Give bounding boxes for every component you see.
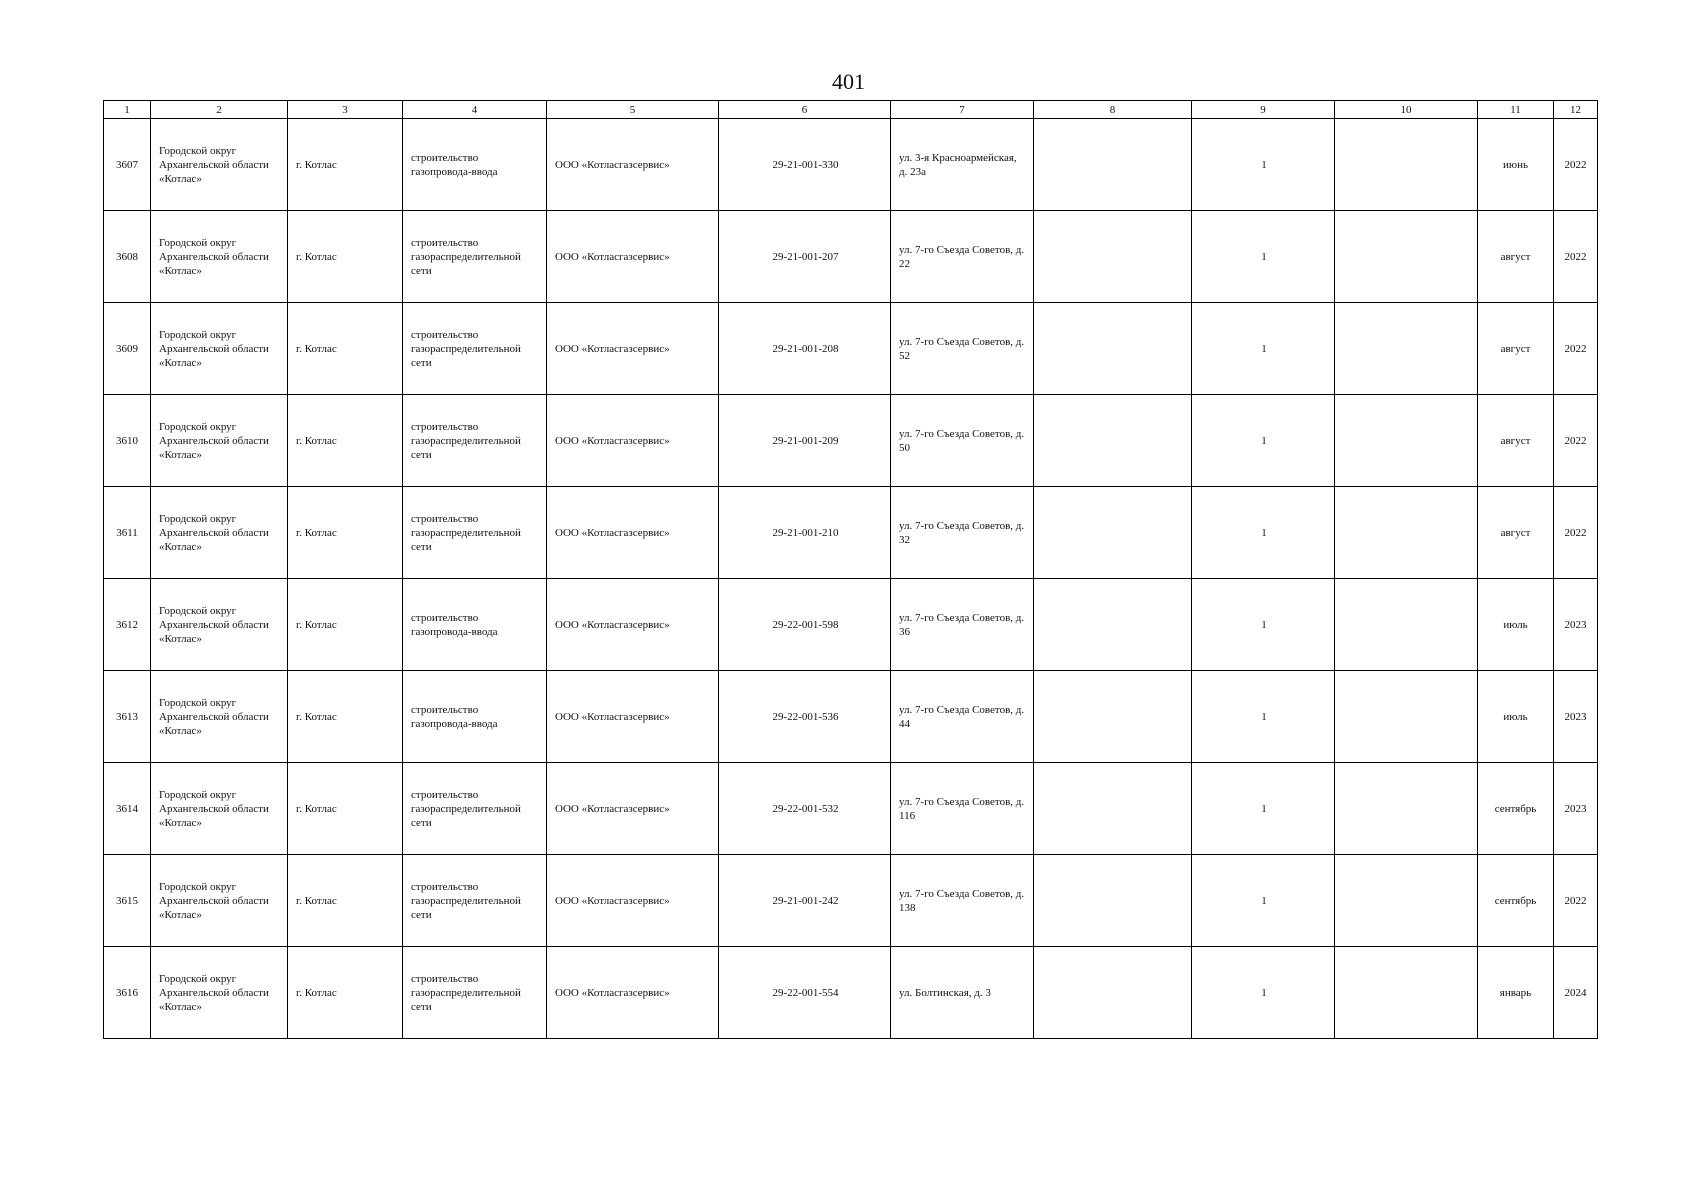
column-header: 5 (547, 101, 719, 119)
column-8-cell (1034, 119, 1192, 211)
year-cell: 2022 (1554, 211, 1598, 303)
column-10-cell (1335, 303, 1478, 395)
work-type-cell: строительство газораспределительной сети (403, 211, 547, 303)
district-cell: Городской округ Архангельской области «Котлас» (151, 303, 288, 395)
work-type-cell: строительство газораспределительной сети (403, 855, 547, 947)
table-row (104, 671, 1598, 763)
column-10-cell (1335, 119, 1478, 211)
organization-cell: ООО «Котласгазсервис» (547, 763, 719, 855)
address-cell: ул. Болтинская, д. 3 (891, 947, 1034, 1039)
work-type-cell: строительство газопровода-ввода (403, 119, 547, 211)
code-cell: 29-22-001-598 (719, 579, 891, 671)
district-cell: Городской округ Архангельской области «Котлас» (151, 211, 288, 303)
column-8-cell (1034, 487, 1192, 579)
count-cell: 1 (1192, 671, 1335, 763)
column-8-cell (1034, 947, 1192, 1039)
month-cell: сентябрь (1478, 855, 1554, 947)
district-cell: Городской округ Архангельской области «Котлас» (151, 579, 288, 671)
table-row (104, 395, 1598, 487)
address-cell: ул. 7-го Съезда Советов, д. 138 (891, 855, 1034, 947)
column-header: 11 (1478, 101, 1554, 119)
row-number-cell: 3611 (104, 487, 151, 579)
column-8-cell (1034, 763, 1192, 855)
code-cell: 29-21-001-209 (719, 395, 891, 487)
district-cell: Городской округ Архангельской области «Котлас» (151, 395, 288, 487)
month-cell: август (1478, 487, 1554, 579)
table-row (104, 763, 1598, 855)
count-cell: 1 (1192, 579, 1335, 671)
code-cell: 29-21-001-210 (719, 487, 891, 579)
month-cell: август (1478, 211, 1554, 303)
organization-cell: ООО «Котласгазсервис» (547, 855, 719, 947)
district-cell: Городской округ Архангельской области «Котлас» (151, 855, 288, 947)
locality-cell: г. Котлас (288, 671, 403, 763)
organization-cell: ООО «Котласгазсервис» (547, 119, 719, 211)
year-cell: 2022 (1554, 487, 1598, 579)
table-row (104, 855, 1598, 947)
work-type-cell: строительство газораспределительной сети (403, 303, 547, 395)
month-cell: июнь (1478, 119, 1554, 211)
locality-cell: г. Котлас (288, 763, 403, 855)
count-cell: 1 (1192, 855, 1335, 947)
table-row (104, 119, 1598, 211)
column-10-cell (1335, 947, 1478, 1039)
code-cell: 29-22-001-532 (719, 763, 891, 855)
locality-cell: г. Котлас (288, 855, 403, 947)
column-header: 6 (719, 101, 891, 119)
work-type-cell: строительство газораспределительной сети (403, 395, 547, 487)
year-cell: 2023 (1554, 763, 1598, 855)
locality-cell: г. Котлас (288, 579, 403, 671)
organization-cell: ООО «Котласгазсервис» (547, 579, 719, 671)
month-cell: июль (1478, 671, 1554, 763)
district-cell: Городской округ Архангельской области «Котлас» (151, 947, 288, 1039)
column-10-cell (1335, 579, 1478, 671)
year-cell: 2022 (1554, 395, 1598, 487)
row-number-cell: 3612 (104, 579, 151, 671)
locality-cell: г. Котлас (288, 487, 403, 579)
table-row (104, 579, 1598, 671)
column-header: 10 (1335, 101, 1478, 119)
organization-cell: ООО «Котласгазсервис» (547, 487, 719, 579)
code-cell: 29-21-001-207 (719, 211, 891, 303)
organization-cell: ООО «Котласгазсервис» (547, 671, 719, 763)
code-cell: 29-21-001-330 (719, 119, 891, 211)
year-cell: 2024 (1554, 947, 1598, 1039)
column-10-cell (1335, 855, 1478, 947)
column-10-cell (1335, 211, 1478, 303)
column-header: 12 (1554, 101, 1598, 119)
row-number-cell: 3608 (104, 211, 151, 303)
count-cell: 1 (1192, 487, 1335, 579)
locality-cell: г. Котлас (288, 211, 403, 303)
locality-cell: г. Котлас (288, 303, 403, 395)
year-cell: 2022 (1554, 119, 1598, 211)
locality-cell: г. Котлас (288, 947, 403, 1039)
row-number-cell: 3615 (104, 855, 151, 947)
column-header: 2 (151, 101, 288, 119)
row-number-cell: 3613 (104, 671, 151, 763)
column-header: 8 (1034, 101, 1192, 119)
district-cell: Городской округ Архангельской области «Котлас» (151, 119, 288, 211)
column-8-cell (1034, 579, 1192, 671)
address-cell: ул. 7-го Съезда Советов, д. 44 (891, 671, 1034, 763)
table-row (104, 303, 1598, 395)
locality-cell: г. Котлас (288, 119, 403, 211)
organization-cell: ООО «Котласгазсервис» (547, 395, 719, 487)
year-cell: 2023 (1554, 579, 1598, 671)
row-number-cell: 3607 (104, 119, 151, 211)
year-cell: 2022 (1554, 303, 1598, 395)
code-cell: 29-22-001-554 (719, 947, 891, 1039)
work-type-cell: строительство газопровода-ввода (403, 671, 547, 763)
column-number-header (104, 101, 1598, 119)
table-row (104, 211, 1598, 303)
address-cell: ул. 7-го Съезда Советов, д. 22 (891, 211, 1034, 303)
month-cell: август (1478, 395, 1554, 487)
month-cell: январь (1478, 947, 1554, 1039)
count-cell: 1 (1192, 763, 1335, 855)
column-8-cell (1034, 211, 1192, 303)
district-cell: Городской округ Архангельской области «Котлас» (151, 763, 288, 855)
column-8-cell (1034, 671, 1192, 763)
address-cell: ул. 3-я Красноармейская, д. 23а (891, 119, 1034, 211)
column-8-cell (1034, 855, 1192, 947)
column-8-cell (1034, 395, 1192, 487)
table-row (104, 487, 1598, 579)
table-body (104, 119, 1598, 1039)
code-cell: 29-21-001-242 (719, 855, 891, 947)
row-number-cell: 3609 (104, 303, 151, 395)
organization-cell: ООО «Котласгазсервис» (547, 947, 719, 1039)
count-cell: 1 (1192, 211, 1335, 303)
column-10-cell (1335, 763, 1478, 855)
table-row (104, 947, 1598, 1039)
code-cell: 29-22-001-536 (719, 671, 891, 763)
code-cell: 29-21-001-208 (719, 303, 891, 395)
month-cell: сентябрь (1478, 763, 1554, 855)
work-type-cell: строительство газораспределительной сети (403, 763, 547, 855)
month-cell: август (1478, 303, 1554, 395)
count-cell: 1 (1192, 947, 1335, 1039)
address-cell: ул. 7-го Съезда Советов, д. 52 (891, 303, 1034, 395)
locality-cell: г. Котлас (288, 395, 403, 487)
district-cell: Городской округ Архангельской области «Котлас» (151, 671, 288, 763)
count-cell: 1 (1192, 395, 1335, 487)
row-number-cell: 3616 (104, 947, 151, 1039)
column-10-cell (1335, 395, 1478, 487)
organization-cell: ООО «Котласгазсервис» (547, 303, 719, 395)
column-header: 7 (891, 101, 1034, 119)
column-8-cell (1034, 303, 1192, 395)
year-cell: 2022 (1554, 855, 1598, 947)
page-number: 401 (832, 69, 865, 94)
count-cell: 1 (1192, 303, 1335, 395)
header-row (104, 101, 1598, 119)
work-type-cell: строительство газораспределительной сети (403, 487, 547, 579)
district-cell: Городской округ Архангельской области «Котлас» (151, 487, 288, 579)
address-cell: ул. 7-го Съезда Советов, д. 36 (891, 579, 1034, 671)
address-cell: ул. 7-го Съезда Советов, д. 50 (891, 395, 1034, 487)
column-header: 4 (403, 101, 547, 119)
row-number-cell: 3614 (104, 763, 151, 855)
column-header: 3 (288, 101, 403, 119)
column-10-cell (1335, 487, 1478, 579)
month-cell: июль (1478, 579, 1554, 671)
address-cell: ул. 7-го Съезда Советов, д. 116 (891, 763, 1034, 855)
work-type-cell: строительство газопровода-ввода (403, 579, 547, 671)
column-header: 9 (1192, 101, 1335, 119)
work-type-cell: строительство газораспределительной сети (403, 947, 547, 1039)
count-cell: 1 (1192, 119, 1335, 211)
organization-cell: ООО «Котласгазсервис» (547, 211, 719, 303)
address-cell: ул. 7-го Съезда Советов, д. 32 (891, 487, 1034, 579)
column-header: 1 (104, 101, 151, 119)
year-cell: 2023 (1554, 671, 1598, 763)
row-number-cell: 3610 (104, 395, 151, 487)
column-10-cell (1335, 671, 1478, 763)
registry-table (103, 100, 1598, 1039)
